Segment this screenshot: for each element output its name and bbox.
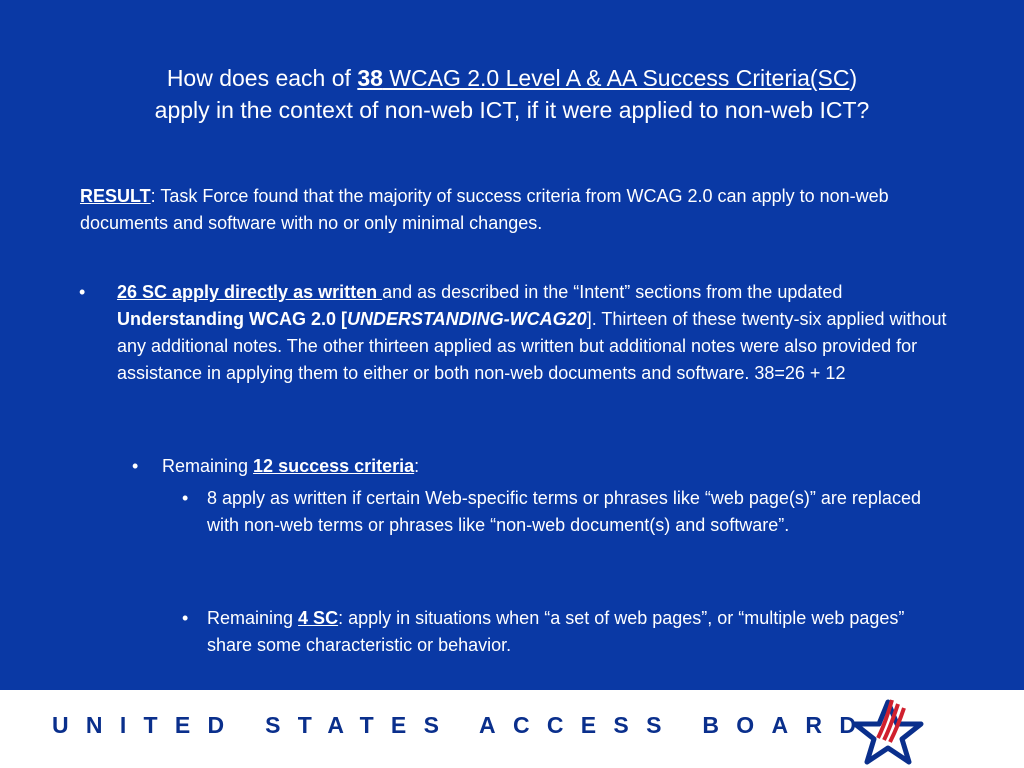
bullet4-link: 4 SC bbox=[298, 608, 339, 628]
result-paragraph bbox=[80, 183, 960, 237]
footer-org-name: UNITED STATES ACCESS BOARD bbox=[52, 712, 874, 738]
bullet1-text1: and as described in the “Intent” sections from the updated bbox=[382, 282, 843, 302]
bullet-marker: • bbox=[182, 488, 189, 508]
bullet-marker: • bbox=[79, 282, 86, 302]
bullet-marker: • bbox=[132, 456, 139, 476]
bullet-8-apply bbox=[182, 485, 937, 539]
bullet1-lead: 26 SC apply directly as written bbox=[117, 282, 383, 302]
slide-title bbox=[40, 62, 984, 126]
bullet4-suffix: : apply in situations when “a set of web pages”, or “multiple web pages” share some characteristic or behavior. bbox=[207, 608, 905, 655]
bullet1-italic-ref: UNDERSTANDING-WCAG20 bbox=[347, 309, 587, 329]
title-underlined: WCAG 2.0 Level A & AA Success Criteria(SC bbox=[382, 65, 850, 91]
bullet-direct-sc bbox=[79, 279, 967, 387]
bullet2-suffix: : bbox=[414, 456, 420, 476]
bullet2-link: 12 success criteria bbox=[253, 456, 415, 476]
bullet3-text: 8 apply as written if certain Web-specific terms or phrases like “web page(s)” are replaced with non-web terms or phrases like “non-web document(s) and software”. bbox=[207, 488, 921, 535]
bullet1-bold-ref: Understanding WCAG 2.0 [ bbox=[117, 309, 348, 329]
bullet2-prefix: Remaining bbox=[162, 456, 254, 476]
title-prefix: How does each of bbox=[166, 65, 358, 91]
bullet4-prefix: Remaining bbox=[207, 608, 299, 628]
bullet1-text2: ]. Thirteen of these twenty-six applied without any additional notes. The other thirteen applied as written but additional notes were also provided for assistance in applying them to either or both non-web documents and software. 38=26 + 12 bbox=[117, 309, 947, 383]
title-line2: apply in the context of non-web ICT, if it were applied to non-web ICT? bbox=[154, 97, 870, 123]
bullet-remaining-12 bbox=[132, 453, 942, 480]
result-text: : Task Force found that the majority of success criteria from WCAG 2.0 can apply to non-web documents and software with no or only minimal changes. bbox=[80, 186, 889, 233]
bullet-marker: • bbox=[182, 608, 189, 628]
star-logo-icon bbox=[848, 696, 928, 766]
title-number: 38 bbox=[357, 65, 383, 91]
bullet-remaining-4 bbox=[182, 605, 937, 659]
result-label: RESULT bbox=[80, 186, 151, 206]
title-suffix: ) bbox=[849, 65, 858, 91]
